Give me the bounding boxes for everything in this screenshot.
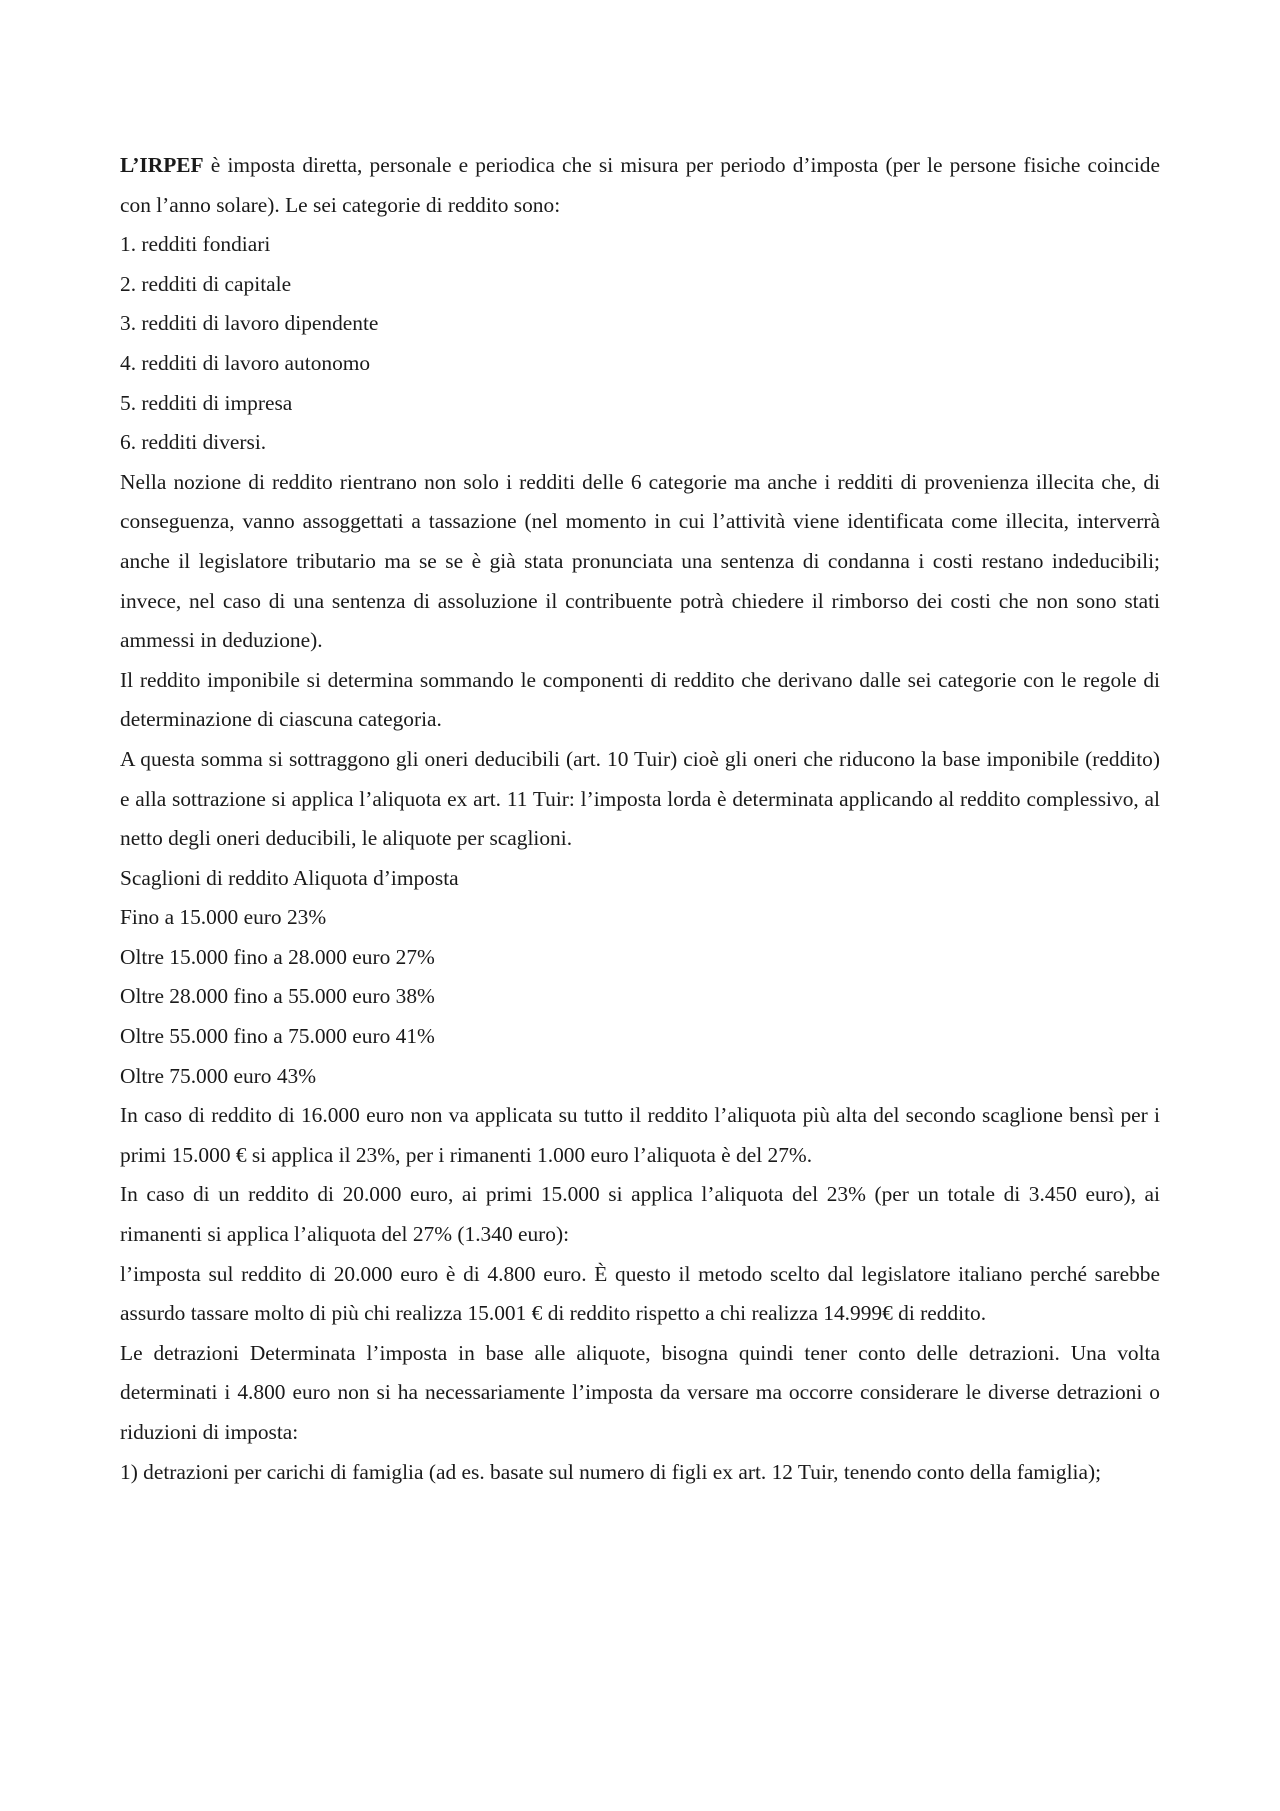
detrazioni-item: 1) detrazioni per carichi di famiglia (ad es. basate sul numero di figli ex art. 12 Tuir, tenendo conto della famiglia);: [120, 1459, 1102, 1484]
intro-text: è imposta diretta, personale e periodica che si misura per periodo d’imposta (per le persone fisiche coincide con l’anno solare). Le sei categorie di reddito sono:: [120, 153, 1160, 217]
category-item: 6. redditi diversi.: [120, 430, 267, 455]
paragraph-illecito: Nella nozione di reddito rientrano non solo i redditi delle 6 categorie ma anche i redditi di provenienza illecita che, di conseguenza, vanno assoggettati a tassazione (nel momento in cui l’attività viene identificata come illecita, interverrà anche il legislatore tributario ma se se è già stata pronunciata una sentenza di condanna i costi restano indeducibili; invece, nel caso di una sentenza di assoluzione il contribuente potrà chiedere il rimborso dei costi che non sono stati ammessi in deduzione).: [120, 469, 1160, 653]
bracket-row: Oltre 75.000 euro 43%: [120, 1063, 317, 1088]
category-item: 1. redditi fondiari: [120, 232, 271, 257]
intro-term: L’IRPEF: [120, 153, 204, 177]
category-item: 2. redditi di capitale: [120, 271, 292, 296]
example-second: In caso di un reddito di 20.000 euro, ai primi 15.000 si applica l’aliquota del 23% (per un totale di 3.450 euro), ai rimanenti si applica l’aliquota del 27% (1.340 euro):: [120, 1182, 1160, 1247]
category-item: 3. redditi di lavoro dipendente: [120, 311, 379, 336]
bracket-row: Oltre 55.000 fino a 75.000 euro 41%: [120, 1024, 435, 1049]
brackets-header: Scaglioni di reddito Aliquota d’imposta: [120, 865, 459, 890]
document-body: [120, 146, 1160, 1492]
bracket-row: Oltre 15.000 fino a 28.000 euro 27%: [120, 944, 435, 969]
paragraph-imponibile: Il reddito imponibile si determina sommando le componenti di reddito che derivano dalle sei categorie con le regole di determinazione di ciascuna categoria.: [120, 667, 1160, 732]
bracket-row: Fino a 15.000 euro 23%: [120, 905, 327, 930]
intro-paragraph: [120, 146, 1160, 225]
category-item: 5. redditi di impresa: [120, 390, 293, 415]
example-first: In caso di reddito di 16.000 euro non va applicata su tutto il reddito l’aliquota più alta del secondo scaglione bensì per i primi 15.000 € si applica il 23%, per i rimanenti 1.000 euro l’aliquota è del 27%.: [120, 1103, 1160, 1167]
bracket-row: Oltre 28.000 fino a 55.000 euro 38%: [120, 984, 435, 1009]
paragraph-oneri: A questa somma si sottraggono gli oneri deducibili (art. 10 Tuir) cioè gli oneri che riducono la base imponibile (reddito) e alla sottrazione si applica l’aliquota ex art. 11 Tuir: l’imposta lorda è determinata applicando al reddito complessivo, al netto degli oneri deducibili, le aliquote per scaglioni.: [120, 746, 1160, 851]
category-item: 4. redditi di lavoro autonomo: [120, 350, 371, 375]
example-third: l’imposta sul reddito di 20.000 euro è di 4.800 euro. È questo il metodo scelto dal legislatore italiano perché sarebbe assurdo tassare molto di più chi realizza 15.001 € di reddito rispetto a chi realizza 14.999€ di reddito.: [120, 1261, 1160, 1326]
detrazioni-intro: Le detrazioni Determinata l’imposta in base alle aliquote, bisogna quindi tener conto delle detrazioni. Una volta determinati i 4.800 euro non si ha necessariamente l’imposta da versare ma occorre considerare le diverse detrazioni o riduzioni di imposta:: [120, 1340, 1160, 1444]
